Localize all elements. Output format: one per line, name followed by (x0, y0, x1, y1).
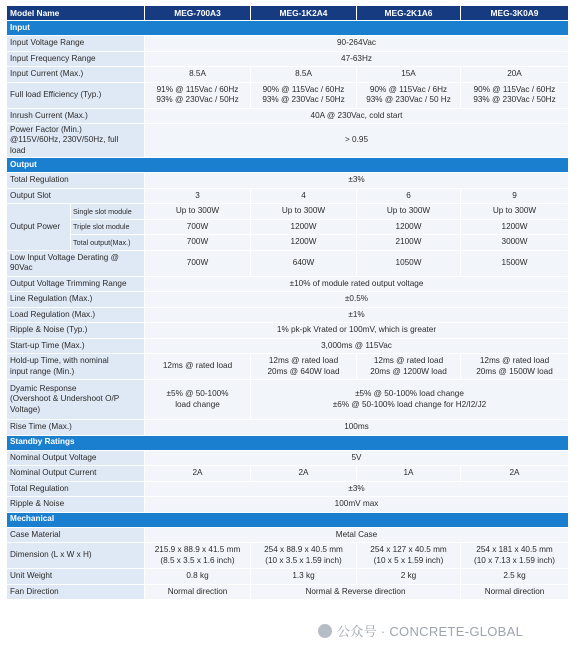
row-value: 90% @ 115Vac / 6Hz 93% @ 230Vac / 50 Hz (357, 82, 461, 108)
row-value: 12ms @ rated load 20ms @ 1200W load (357, 354, 461, 380)
table-row (7, 569, 569, 585)
row-value: 640W (251, 250, 357, 276)
row-value: ±3% (145, 173, 569, 189)
row-value: 12ms @ rated load 20ms @ 640W load (251, 354, 357, 380)
row-value: 700W (145, 250, 251, 276)
table-row (7, 188, 569, 204)
row-label: Input Frequency Range (7, 51, 145, 67)
row-value: Up to 300W (461, 204, 569, 220)
table-row (7, 450, 569, 466)
model-header: MEG-2K1A6 (357, 6, 461, 21)
row-label: Fan Direction (7, 584, 145, 600)
row-value: Up to 300W (145, 204, 251, 220)
row-value: 4 (251, 188, 357, 204)
section-row-input (7, 21, 569, 36)
row-value: 1200W (357, 219, 461, 235)
table-row (7, 108, 569, 124)
row-value: 8.5A (145, 67, 251, 83)
row-value: 90% @ 115Vac / 60Hz 93% @ 230Vac / 50Hz (251, 82, 357, 108)
table-row (7, 219, 569, 235)
row-value: 6 (357, 188, 461, 204)
spec-table (6, 5, 569, 600)
row-value: 1200W (251, 219, 357, 235)
row-label: Output Power (7, 204, 71, 251)
section-title: Standby Ratings (7, 435, 569, 450)
watermark (318, 621, 523, 640)
row-value: ±5% @ 50-100% load change (145, 380, 251, 420)
model-header: MEG-3K0A9 (461, 6, 569, 21)
table-row (7, 481, 569, 497)
row-value: 254 x 127 x 40.5 mm (10 x 5 x 1.59 inch) (357, 543, 461, 569)
sub-label: Triple slot module (71, 219, 145, 235)
row-value: 700W (145, 219, 251, 235)
row-label: Load Regulation (Max.) (7, 307, 145, 323)
row-label: Case Material (7, 527, 145, 543)
row-value: 9 (461, 188, 569, 204)
table-row (7, 36, 569, 52)
row-value: 2A (145, 466, 251, 482)
table-row (7, 584, 569, 600)
section-title: Mechanical (7, 512, 569, 527)
row-label: Rise Time (Max.) (7, 420, 145, 436)
table-row (7, 354, 569, 380)
row-label: Input Voltage Range (7, 36, 145, 52)
watermark-text: 公众号 · CONCRETE-GLOBAL (337, 624, 524, 639)
row-value: 1050W (357, 250, 461, 276)
row-label: Total Regulation (7, 481, 145, 497)
row-value: 1200W (461, 219, 569, 235)
row-value: Normal direction (145, 584, 251, 600)
table-row (7, 380, 569, 420)
table-row (7, 82, 569, 108)
row-value: 20A (461, 67, 569, 83)
row-value: 700W (145, 235, 251, 251)
table-row (7, 543, 569, 569)
row-value: 2A (461, 466, 569, 482)
table-row (7, 338, 569, 354)
row-label: Line Regulation (Max.) (7, 292, 145, 308)
model-header: MEG-1K2A4 (251, 6, 357, 21)
row-value: 2 kg (357, 569, 461, 585)
row-value: 90% @ 115Vac / 60Hz 93% @ 230Vac / 50Hz (461, 82, 569, 108)
row-value: 47-63Hz (145, 51, 569, 67)
row-label: Low Input Voltage Derating @ 90Vac (7, 250, 145, 276)
section-title: Input (7, 21, 569, 36)
row-value: ±5% @ 50-100% load change ±6% @ 50-100% load change for H2/I2/J2 (251, 380, 569, 420)
table-header-row (7, 6, 569, 21)
row-value: 15A (357, 67, 461, 83)
row-label: Ripple & Noise (7, 497, 145, 513)
row-value: 1200W (251, 235, 357, 251)
row-label: Output Voltage Trimming Range (7, 276, 145, 292)
row-label: Hold-up Time, with nominal input range (Min.) (7, 354, 145, 380)
row-label: Inrush Current (Max.) (7, 108, 145, 124)
table-row (7, 173, 569, 189)
section-row-mechanical (7, 512, 569, 527)
row-label: Output Slot (7, 188, 145, 204)
model-header: MEG-700A3 (145, 6, 251, 21)
row-value: > 0.95 (145, 124, 569, 158)
section-row-output (7, 158, 569, 173)
table-row (7, 497, 569, 513)
row-value: 1% pk-pk Vrated or 100mV, which is greater (145, 323, 569, 339)
table-row (7, 527, 569, 543)
row-value: 3 (145, 188, 251, 204)
section-row-standby (7, 435, 569, 450)
row-label: Unit Weight (7, 569, 145, 585)
row-label: Nominal Output Voltage (7, 450, 145, 466)
table-row (7, 466, 569, 482)
row-value: 254 x 88.9 x 40.5 mm (10 x 3.5 x 1.59 inch) (251, 543, 357, 569)
row-value: 1.3 kg (251, 569, 357, 585)
row-value: Metal Case (145, 527, 569, 543)
row-value: 2100W (357, 235, 461, 251)
section-title: Output (7, 158, 569, 173)
row-value: 12ms @ rated load 20ms @ 1500W load (461, 354, 569, 380)
sub-label: Single slot module (71, 204, 145, 220)
row-value: 254 x 181 x 40.5 mm (10 x 7.13 x 1.59 inch) (461, 543, 569, 569)
row-value: 90-264Vac (145, 36, 569, 52)
row-value: 8.5A (251, 67, 357, 83)
row-value: 91% @ 115Vac / 60Hz 93% @ 230Vac / 50Hz (145, 82, 251, 108)
row-label: Nominal Output Current (7, 466, 145, 482)
row-label: Dimension (L x W x H) (7, 543, 145, 569)
row-value: 215.9 x 88.9 x 41.5 mm (8.5 x 3.5 x 1.6 inch) (145, 543, 251, 569)
row-value: Normal & Reverse direction (251, 584, 461, 600)
row-value: ±1% (145, 307, 569, 323)
row-value: ±3% (145, 481, 569, 497)
row-value: 5V (145, 450, 569, 466)
table-row (7, 204, 569, 220)
table-row (7, 51, 569, 67)
table-row (7, 67, 569, 83)
row-value: ±0.5% (145, 292, 569, 308)
row-value: ±10% of module rated output voltage (145, 276, 569, 292)
table-row (7, 250, 569, 276)
row-value: 40A @ 230Vac, cold start (145, 108, 569, 124)
table-row (7, 307, 569, 323)
row-value: 12ms @ rated load (145, 354, 251, 380)
row-value: Up to 300W (251, 204, 357, 220)
row-value: Up to 300W (357, 204, 461, 220)
row-value: 3,000ms @ 115Vac (145, 338, 569, 354)
row-value: 2.5 kg (461, 569, 569, 585)
row-value: 1A (357, 466, 461, 482)
table-row (7, 292, 569, 308)
row-label: Ripple & Noise (Typ.) (7, 323, 145, 339)
row-label: Input Current (Max.) (7, 67, 145, 83)
row-value: 100mV max (145, 497, 569, 513)
row-label: Total Regulation (7, 173, 145, 189)
row-value: 3000W (461, 235, 569, 251)
row-value: 100ms (145, 420, 569, 436)
row-value: 1500W (461, 250, 569, 276)
row-label: Dyamic Response (Overshoot & Undershoot O/P Voltage) (7, 380, 145, 420)
row-label: Start-up Time (Max.) (7, 338, 145, 354)
table-row (7, 276, 569, 292)
row-label: Full load Efficiency (Typ.) (7, 82, 145, 108)
row-value: Normal direction (461, 584, 569, 600)
row-value: 0.8 kg (145, 569, 251, 585)
model-name-header: Model Name (7, 6, 145, 21)
row-label: Power Factor (Min.) @115V/60Hz, 230V/50Hz, full load (7, 124, 145, 158)
sub-label: Total output(Max.) (71, 235, 145, 251)
row-value: 2A (251, 466, 357, 482)
wechat-logo-icon (318, 624, 332, 638)
table-row (7, 323, 569, 339)
table-row (7, 235, 569, 251)
table-row (7, 420, 569, 436)
table-row (7, 124, 569, 158)
